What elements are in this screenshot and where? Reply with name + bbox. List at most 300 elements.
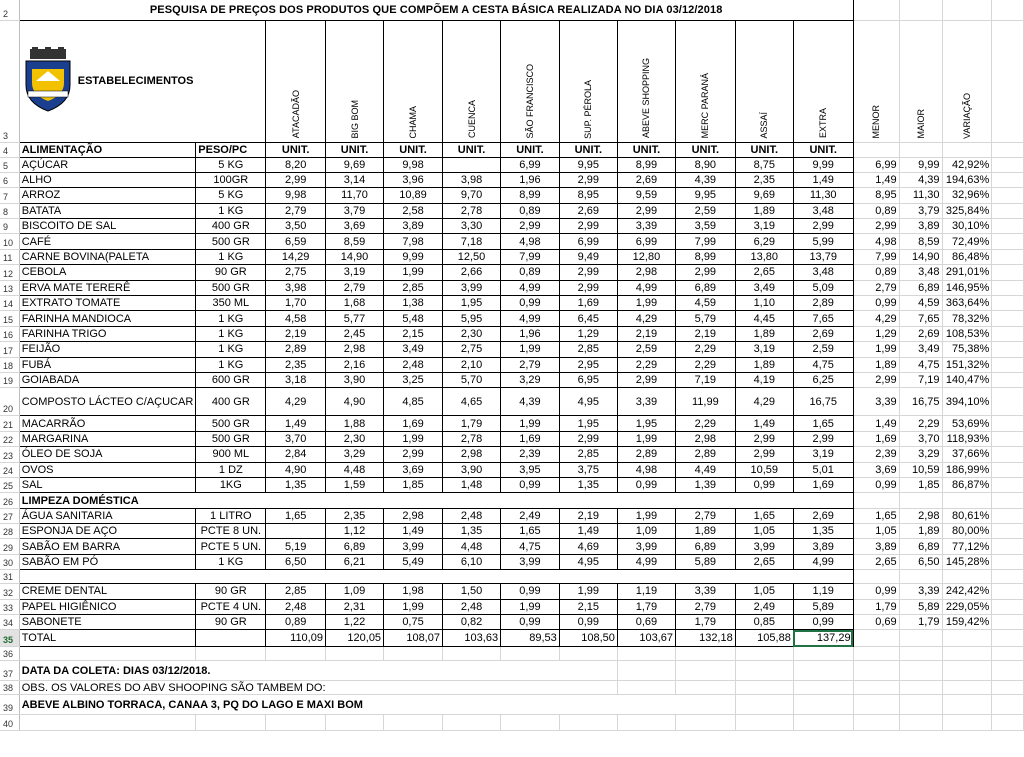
price-cell[interactable]: 0,99 — [501, 615, 560, 630]
cell[interactable] — [853, 647, 899, 661]
product-weight[interactable]: 500 GR — [196, 280, 266, 295]
product-name[interactable]: ALHO — [19, 172, 196, 187]
cell[interactable] — [992, 615, 1024, 630]
price-cell[interactable]: 1,69 — [384, 416, 443, 431]
variation[interactable]: 80,00% — [942, 524, 992, 539]
cell[interactable] — [853, 695, 899, 715]
price-cell[interactable]: 11,30 — [793, 188, 853, 203]
price-cell[interactable]: 4,39 — [501, 388, 560, 416]
price-cell[interactable]: 4,98 — [617, 462, 675, 477]
product-name[interactable]: CREME DENTAL — [19, 584, 196, 599]
price-cell[interactable]: 3,79 — [325, 203, 383, 218]
price-cell[interactable]: 3,75 — [559, 462, 617, 477]
store-header[interactable] — [442, 20, 500, 142]
price-cell[interactable]: 9,99 — [793, 157, 853, 172]
price-cell[interactable]: 1,70 — [266, 296, 326, 311]
row-header[interactable]: 27 — [0, 508, 19, 523]
price-cell[interactable]: 1,95 — [442, 296, 500, 311]
cell[interactable] — [793, 661, 853, 681]
price-cell[interactable]: 4,65 — [442, 388, 500, 416]
row-header[interactable]: 25 — [0, 477, 19, 492]
price-cell[interactable]: 11,99 — [675, 388, 735, 416]
cell[interactable] — [992, 357, 1024, 372]
price-cell[interactable]: 2,49 — [735, 599, 793, 614]
cell[interactable] — [992, 661, 1024, 681]
cell[interactable] — [617, 715, 675, 731]
max-price[interactable]: 1,85 — [899, 477, 942, 492]
min-price[interactable]: 1,49 — [853, 172, 899, 187]
total-cell[interactable]: 103,63 — [442, 630, 500, 647]
product-name[interactable]: ERVA MATE TERERÊ — [19, 280, 196, 295]
cell[interactable] — [899, 570, 942, 584]
cell[interactable] — [992, 172, 1024, 187]
cell[interactable] — [853, 715, 899, 731]
price-cell[interactable]: 4,39 — [675, 172, 735, 187]
cell[interactable] — [992, 311, 1024, 326]
product-weight[interactable]: PCTE 8 UN. — [196, 524, 266, 539]
price-cell[interactable]: 1,99 — [501, 599, 560, 614]
price-cell[interactable]: 2,79 — [266, 203, 326, 218]
cell[interactable] — [196, 715, 266, 731]
price-cell[interactable]: 3,95 — [501, 462, 560, 477]
row-header[interactable]: 15 — [0, 311, 19, 326]
product-weight[interactable]: 90 GR — [196, 615, 266, 630]
price-cell[interactable]: 1,49 — [266, 416, 326, 431]
row-header[interactable]: 3 — [0, 20, 19, 142]
total-cell[interactable]: 108,50 — [559, 630, 617, 647]
price-cell[interactable]: 8,99 — [617, 157, 675, 172]
cell[interactable] — [384, 715, 443, 731]
price-cell[interactable]: 2,19 — [675, 326, 735, 341]
min-price[interactable]: 1,65 — [853, 508, 899, 523]
price-cell[interactable]: 1,65 — [793, 416, 853, 431]
cell[interactable] — [442, 647, 500, 661]
price-cell[interactable]: 6,99 — [559, 234, 617, 249]
cell[interactable] — [942, 681, 992, 695]
product-name[interactable]: SABÃO EM BARRA — [19, 539, 196, 554]
cell[interactable] — [992, 630, 1024, 647]
max-price[interactable]: 9,99 — [899, 157, 942, 172]
price-cell[interactable]: 2,84 — [266, 447, 326, 462]
max-price[interactable]: 3,39 — [899, 584, 942, 599]
price-cell[interactable]: 2,99 — [501, 219, 560, 234]
price-cell[interactable]: 2,69 — [793, 508, 853, 523]
variation[interactable]: 37,66% — [942, 447, 992, 462]
max-price[interactable]: 3,70 — [899, 431, 942, 446]
cell[interactable] — [992, 554, 1024, 569]
price-cell[interactable]: 3,69 — [325, 219, 383, 234]
cell[interactable] — [501, 715, 560, 731]
empty-band[interactable] — [19, 570, 853, 584]
total-cell[interactable]: 137,29 — [793, 630, 853, 647]
price-cell[interactable]: 2,78 — [442, 431, 500, 446]
cell[interactable] — [992, 342, 1024, 357]
price-cell[interactable]: 5,09 — [793, 280, 853, 295]
cell[interactable] — [992, 447, 1024, 462]
price-cell[interactable]: 1,79 — [675, 615, 735, 630]
variation[interactable]: 145,28% — [942, 554, 992, 569]
product-weight[interactable]: 1 KG — [196, 311, 266, 326]
cell[interactable] — [853, 493, 899, 508]
unit-header[interactable]: UNIT. — [384, 142, 443, 157]
price-cell[interactable]: 5,49 — [384, 554, 443, 569]
price-cell[interactable]: 9,59 — [617, 188, 675, 203]
variation[interactable]: 186,99% — [942, 462, 992, 477]
price-cell[interactable]: 2,45 — [325, 326, 383, 341]
max-price[interactable]: 3,89 — [899, 219, 942, 234]
product-weight[interactable]: 350 ML — [196, 296, 266, 311]
price-cell[interactable]: 2,99 — [675, 265, 735, 280]
price-cell[interactable]: 5,19 — [266, 539, 326, 554]
price-cell[interactable]: 2,99 — [617, 372, 675, 387]
price-cell[interactable]: 1,35 — [442, 524, 500, 539]
price-cell[interactable]: 4,45 — [735, 311, 793, 326]
price-cell[interactable]: 3,99 — [617, 539, 675, 554]
total-cell[interactable]: 132,18 — [675, 630, 735, 647]
min-price[interactable]: 3,39 — [853, 388, 899, 416]
price-cell[interactable]: 2,99 — [384, 447, 443, 462]
price-cell[interactable]: 0,89 — [501, 265, 560, 280]
price-cell[interactable]: 2,31 — [325, 599, 383, 614]
price-cell[interactable]: 1,88 — [325, 416, 383, 431]
max-price[interactable]: 2,98 — [899, 508, 942, 523]
price-cell[interactable]: 8,90 — [675, 157, 735, 172]
price-cell[interactable]: 0,99 — [501, 477, 560, 492]
price-cell[interactable]: 2,75 — [266, 265, 326, 280]
price-cell[interactable]: 2,35 — [735, 172, 793, 187]
cell[interactable] — [992, 280, 1024, 295]
total-label[interactable]: TOTAL — [19, 630, 196, 647]
price-cell[interactable]: 5,70 — [442, 372, 500, 387]
cell[interactable] — [19, 647, 196, 661]
price-cell[interactable]: 1,68 — [325, 296, 383, 311]
price-cell[interactable]: 3,59 — [675, 219, 735, 234]
price-cell[interactable]: 2,79 — [675, 599, 735, 614]
max-price[interactable]: 10,59 — [899, 462, 942, 477]
cell[interactable] — [501, 647, 560, 661]
max-price[interactable]: 14,90 — [899, 249, 942, 264]
cell[interactable] — [793, 681, 853, 695]
cell[interactable] — [992, 647, 1024, 661]
price-cell[interactable]: 1,29 — [559, 326, 617, 341]
min-price[interactable]: 2,65 — [853, 554, 899, 569]
price-cell[interactable]: 1,10 — [735, 296, 793, 311]
product-name[interactable]: COMPOSTO LÁCTEO C/AÇUCAR — [19, 388, 196, 416]
price-cell[interactable]: 4,99 — [617, 280, 675, 295]
price-cell[interactable]: 2,15 — [384, 326, 443, 341]
price-cell[interactable]: 2,66 — [442, 265, 500, 280]
price-cell[interactable]: 9,49 — [559, 249, 617, 264]
price-cell[interactable]: 7,99 — [675, 234, 735, 249]
row-header[interactable]: 39 — [0, 695, 19, 715]
unit-header[interactable]: UNIT. — [501, 142, 560, 157]
price-cell[interactable]: 2,65 — [735, 265, 793, 280]
price-cell[interactable]: 7,98 — [384, 234, 443, 249]
price-cell[interactable]: 5,95 — [442, 311, 500, 326]
footer-coleta[interactable]: DATA DA COLETA: DIAS 03/12/2018. — [19, 661, 617, 681]
price-cell[interactable]: 1,99 — [617, 431, 675, 446]
price-cell[interactable]: 2,85 — [266, 584, 326, 599]
row-header[interactable]: 13 — [0, 280, 19, 295]
price-cell[interactable]: 3,39 — [617, 388, 675, 416]
price-cell[interactable]: 2,15 — [559, 599, 617, 614]
cell[interactable] — [942, 493, 992, 508]
product-name[interactable]: MACARRÃO — [19, 416, 196, 431]
cell[interactable] — [196, 630, 266, 647]
price-cell[interactable]: 1,99 — [559, 584, 617, 599]
min-price[interactable]: 1,49 — [853, 416, 899, 431]
unit-header[interactable]: UNIT. — [735, 142, 793, 157]
price-cell[interactable]: 0,99 — [501, 584, 560, 599]
peso-header[interactable]: PESO/PC — [196, 142, 266, 157]
estabelecimentos-header[interactable] — [19, 20, 266, 142]
row-header[interactable]: 7 — [0, 188, 19, 203]
price-cell[interactable]: 4,90 — [266, 462, 326, 477]
max-price[interactable]: 4,39 — [899, 172, 942, 187]
cell[interactable] — [899, 681, 942, 695]
price-cell[interactable]: 2,89 — [266, 342, 326, 357]
price-cell[interactable]: 4,90 — [325, 388, 383, 416]
price-cell[interactable]: 2,98 — [325, 342, 383, 357]
price-cell[interactable]: 3,49 — [384, 342, 443, 357]
price-cell[interactable]: 1,99 — [501, 416, 560, 431]
price-cell[interactable]: 4,99 — [617, 554, 675, 569]
cell[interactable] — [992, 695, 1024, 715]
min-price[interactable]: 6,99 — [853, 157, 899, 172]
cell[interactable] — [942, 630, 992, 647]
price-cell[interactable]: 5,48 — [384, 311, 443, 326]
total-cell[interactable]: 89,53 — [501, 630, 560, 647]
store-header[interactable] — [675, 20, 735, 142]
max-price[interactable]: 8,59 — [899, 234, 942, 249]
price-cell[interactable]: 2,89 — [675, 447, 735, 462]
row-header[interactable]: 12 — [0, 265, 19, 280]
product-weight[interactable]: 1 KG — [196, 326, 266, 341]
total-cell[interactable]: 105,88 — [735, 630, 793, 647]
cell[interactable] — [853, 142, 899, 157]
variation[interactable]: 118,93% — [942, 431, 992, 446]
price-cell[interactable]: 1,98 — [384, 584, 443, 599]
cell[interactable] — [266, 647, 326, 661]
product-weight[interactable]: 400 GR — [196, 219, 266, 234]
cell[interactable] — [196, 647, 266, 661]
cell[interactable] — [899, 661, 942, 681]
row-header[interactable]: 28 — [0, 524, 19, 539]
product-weight[interactable]: 5 KG — [196, 157, 266, 172]
section-alimentacao[interactable]: ALIMENTAÇÃO — [19, 142, 196, 157]
price-cell[interactable]: 8,99 — [675, 249, 735, 264]
section-limpeza[interactable]: LIMPEZA DOMÉSTICA — [19, 493, 853, 508]
product-weight[interactable]: 1 KG — [196, 357, 266, 372]
price-cell[interactable]: 5,77 — [325, 311, 383, 326]
row-header[interactable]: 31 — [0, 570, 19, 584]
variation[interactable]: 86,87% — [942, 477, 992, 492]
price-cell[interactable]: 2,99 — [793, 431, 853, 446]
price-cell[interactable]: 3,99 — [384, 539, 443, 554]
price-cell[interactable]: 2,95 — [559, 357, 617, 372]
cell[interactable] — [992, 584, 1024, 599]
row-header[interactable]: 22 — [0, 431, 19, 446]
price-cell[interactable]: 3,99 — [735, 539, 793, 554]
row-header[interactable]: 14 — [0, 296, 19, 311]
price-cell[interactable]: 7,19 — [675, 372, 735, 387]
product-weight[interactable]: 1KG — [196, 477, 266, 492]
row-header[interactable]: 6 — [0, 172, 19, 187]
min-price[interactable]: 3,89 — [853, 539, 899, 554]
row-header[interactable]: 35 — [0, 630, 19, 647]
row-header[interactable]: 21 — [0, 416, 19, 431]
price-cell[interactable]: 4,75 — [501, 539, 560, 554]
cell[interactable] — [992, 203, 1024, 218]
price-cell[interactable]: 1,35 — [266, 477, 326, 492]
price-cell[interactable]: 6,99 — [501, 157, 560, 172]
cell[interactable] — [559, 715, 617, 731]
max-price[interactable]: 4,59 — [899, 296, 942, 311]
price-cell[interactable]: 1,05 — [735, 584, 793, 599]
product-name[interactable]: FARINHA MANDIOCA — [19, 311, 196, 326]
cell[interactable] — [992, 508, 1024, 523]
price-cell[interactable]: 3,25 — [384, 372, 443, 387]
product-weight[interactable]: 500 GR — [196, 416, 266, 431]
min-price[interactable]: 1,99 — [853, 342, 899, 357]
cell[interactable] — [899, 630, 942, 647]
price-cell[interactable]: 8,95 — [559, 188, 617, 203]
price-cell[interactable]: 1,38 — [384, 296, 443, 311]
row-header[interactable]: 38 — [0, 681, 19, 695]
price-cell[interactable]: 2,16 — [325, 357, 383, 372]
cell[interactable] — [942, 570, 992, 584]
price-cell[interactable]: 4,98 — [501, 234, 560, 249]
price-cell[interactable]: 1,89 — [735, 326, 793, 341]
price-cell[interactable]: 9,95 — [675, 188, 735, 203]
product-weight[interactable]: 100GR — [196, 172, 266, 187]
price-cell[interactable]: 1,09 — [325, 584, 383, 599]
cell[interactable] — [992, 157, 1024, 172]
price-cell[interactable]: 2,30 — [325, 431, 383, 446]
price-cell[interactable]: 2,79 — [675, 508, 735, 523]
min-price[interactable]: 1,79 — [853, 599, 899, 614]
max-price[interactable]: 2,29 — [899, 416, 942, 431]
variation[interactable]: 140,47% — [942, 372, 992, 387]
price-cell[interactable]: 9,98 — [266, 188, 326, 203]
footer-lojas[interactable]: ABEVE ALBINO TORRACA, CANAA 3, PQ DO LAGO E MAXI BOM — [19, 695, 735, 715]
product-weight[interactable]: 400 GR — [196, 388, 266, 416]
price-cell[interactable]: 2,69 — [617, 172, 675, 187]
price-cell[interactable]: 3,90 — [442, 462, 500, 477]
price-cell[interactable]: 8,20 — [266, 157, 326, 172]
price-cell[interactable]: 1,22 — [325, 615, 383, 630]
min-price[interactable]: 7,99 — [853, 249, 899, 264]
unit-header[interactable]: UNIT. — [325, 142, 383, 157]
price-cell[interactable]: 1,96 — [501, 326, 560, 341]
sheet-title[interactable]: PESQUISA DE PREÇOS DOS PRODUTOS QUE COMPÕEM A CESTA BÁSICA REALIZADA NO DIA 03/12/2018 — [19, 0, 853, 20]
row-header[interactable]: 30 — [0, 554, 19, 569]
cell[interactable] — [992, 188, 1024, 203]
price-cell[interactable]: 2,29 — [675, 357, 735, 372]
product-weight[interactable]: 1 KG — [196, 554, 266, 569]
stat-header[interactable] — [899, 20, 942, 142]
price-cell[interactable]: 1,89 — [735, 357, 793, 372]
price-cell[interactable]: 4,99 — [793, 554, 853, 569]
price-cell[interactable]: 8,59 — [325, 234, 383, 249]
row-header[interactable]: 4 — [0, 142, 19, 157]
price-cell[interactable]: 1,35 — [793, 524, 853, 539]
price-cell[interactable]: 1,09 — [617, 524, 675, 539]
min-price[interactable]: 0,89 — [853, 265, 899, 280]
price-cell[interactable]: 4,48 — [325, 462, 383, 477]
max-price[interactable]: 11,30 — [899, 188, 942, 203]
cell[interactable] — [992, 0, 1024, 20]
price-cell[interactable]: 5,01 — [793, 462, 853, 477]
min-price[interactable]: 0,99 — [853, 584, 899, 599]
variation[interactable]: 80,61% — [942, 508, 992, 523]
price-cell[interactable]: 1,99 — [617, 296, 675, 311]
price-cell[interactable]: 6,89 — [675, 539, 735, 554]
price-cell[interactable]: 7,18 — [442, 234, 500, 249]
price-cell[interactable]: 2,75 — [442, 342, 500, 357]
price-cell[interactable]: 1,96 — [501, 172, 560, 187]
row-header[interactable]: 34 — [0, 615, 19, 630]
price-cell[interactable]: 1,69 — [559, 296, 617, 311]
price-cell[interactable]: 7,99 — [501, 249, 560, 264]
price-cell[interactable]: 2,99 — [559, 280, 617, 295]
product-name[interactable]: CAFÉ — [19, 234, 196, 249]
price-cell[interactable]: 3,98 — [442, 172, 500, 187]
cell[interactable] — [735, 681, 793, 695]
price-cell[interactable]: 0,99 — [735, 477, 793, 492]
variation[interactable]: 42,92% — [942, 157, 992, 172]
store-header[interactable] — [384, 20, 443, 142]
max-price[interactable]: 3,49 — [899, 342, 942, 357]
price-cell[interactable]: 3,18 — [266, 372, 326, 387]
price-cell[interactable]: 2,85 — [559, 342, 617, 357]
product-name[interactable]: PAPEL HIGIÊNICO — [19, 599, 196, 614]
product-name[interactable]: ÁGUA SANITARIA — [19, 508, 196, 523]
price-cell[interactable]: 9,95 — [559, 157, 617, 172]
store-header[interactable] — [617, 20, 675, 142]
row-header[interactable]: 2 — [0, 0, 19, 20]
min-price[interactable]: 2,39 — [853, 447, 899, 462]
price-cell[interactable]: 2,99 — [559, 219, 617, 234]
price-cell[interactable]: 4,99 — [501, 311, 560, 326]
price-cell[interactable]: 1,89 — [675, 524, 735, 539]
price-cell[interactable]: 1,89 — [735, 203, 793, 218]
total-cell[interactable]: 120,05 — [325, 630, 383, 647]
row-header[interactable]: 19 — [0, 372, 19, 387]
price-cell[interactable]: 1,48 — [442, 477, 500, 492]
product-name[interactable]: FARINHA TRIGO — [19, 326, 196, 341]
variation[interactable]: 146,95% — [942, 280, 992, 295]
price-cell[interactable]: 4,85 — [384, 388, 443, 416]
price-cell[interactable]: 3,70 — [266, 431, 326, 446]
price-cell[interactable]: 4,95 — [559, 554, 617, 569]
row-header[interactable]: 33 — [0, 599, 19, 614]
price-cell[interactable]: 2,69 — [793, 326, 853, 341]
min-price[interactable]: 3,69 — [853, 462, 899, 477]
max-price[interactable]: 2,69 — [899, 326, 942, 341]
price-cell[interactable]: 6,89 — [325, 539, 383, 554]
cell[interactable] — [675, 661, 735, 681]
row-header[interactable]: 17 — [0, 342, 19, 357]
price-cell[interactable] — [266, 524, 326, 539]
row-header[interactable]: 16 — [0, 326, 19, 341]
variation[interactable]: 75,38% — [942, 342, 992, 357]
price-cell[interactable]: 9,69 — [735, 188, 793, 203]
product-weight[interactable]: 600 GR — [196, 372, 266, 387]
unit-header[interactable]: UNIT. — [675, 142, 735, 157]
cell[interactable] — [992, 477, 1024, 492]
cell[interactable] — [899, 0, 942, 20]
